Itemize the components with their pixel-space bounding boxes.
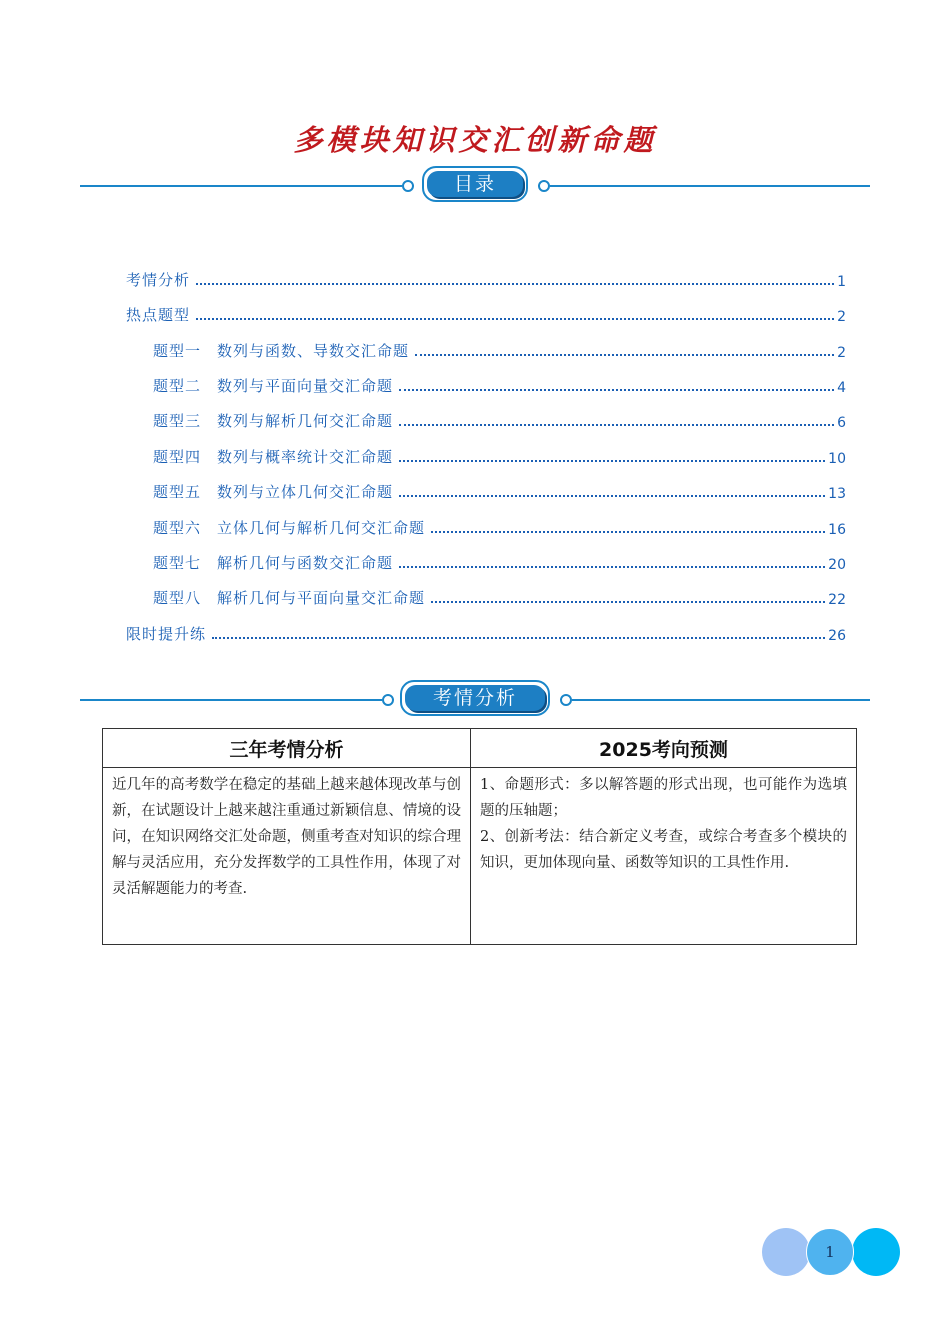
analysis-banner-label: 考情分析 — [405, 685, 545, 711]
toc-entry[interactable] — [153, 584, 846, 608]
toc-entry-label: 题型三 数列与解析几何交汇命题 — [153, 412, 394, 430]
toc-entry-page: 13 — [828, 486, 846, 502]
toc-entry-label: 热点题型 — [126, 306, 191, 324]
banner-dot-left — [382, 694, 394, 706]
toc-entry-page: 1 — [837, 274, 846, 290]
toc-entry-label: 题型八 解析几何与平面向量交汇命题 — [153, 589, 426, 607]
toc-banner-label: 目录 — [427, 171, 523, 197]
toc-entry[interactable] — [153, 514, 846, 538]
banner-dot-left — [402, 180, 414, 192]
toc-entry-page: 26 — [828, 628, 846, 644]
toc-leader — [399, 389, 834, 391]
col1-body: 近几年的高考数学在稳定的基础上越来越体现改革与创新，在试题设计上越来越注重通过新颖信息、情境的设问，在知识网络交汇处命题，侧重考查对知识的综合理解与灵活应用，充分发挥数学的工具性作用，体现了对灵活解题能力的考查. — [103, 768, 471, 945]
toc-entry-page: 16 — [828, 522, 846, 538]
banner-line-right — [550, 185, 870, 187]
banner-dot-right — [538, 180, 550, 192]
toc-entry-label: 题型七 解析几何与函数交汇命题 — [153, 554, 394, 572]
toc-entry[interactable] — [126, 301, 846, 325]
page-number: 1 — [806, 1228, 854, 1276]
toc-entry-label: 考情分析 — [126, 271, 191, 289]
analysis-table — [102, 728, 857, 945]
toc-entry[interactable] — [153, 443, 846, 467]
banner-dot-right — [560, 694, 572, 706]
col2-header: 2025考向预测 — [471, 729, 857, 768]
toc-leader — [196, 283, 834, 285]
toc-leader — [431, 531, 825, 533]
toc-entry-page: 10 — [828, 451, 846, 467]
table-header-row — [103, 729, 857, 768]
toc-entry-label: 题型一 数列与函数、导数交汇命题 — [153, 342, 410, 360]
toc-entry[interactable] — [126, 266, 846, 290]
banner-line-left — [80, 185, 402, 187]
toc-entry-page: 6 — [837, 415, 846, 431]
toc-entry[interactable] — [153, 337, 846, 361]
toc-entry-label: 题型五 数列与立体几何交汇命题 — [153, 483, 394, 501]
toc-entry[interactable] — [153, 372, 846, 396]
toc-leader — [399, 460, 825, 462]
toc-banner — [80, 166, 870, 206]
toc-leader — [415, 354, 834, 356]
toc-leader — [196, 318, 834, 320]
col1-header: 三年考情分析 — [103, 729, 471, 768]
toc-entry-page: 20 — [828, 557, 846, 573]
toc-leader — [399, 566, 825, 568]
table-body-row — [103, 768, 857, 945]
toc-entry-label: 题型四 数列与概率统计交汇命题 — [153, 448, 394, 466]
decor-circle-left — [762, 1228, 810, 1276]
toc-leader — [399, 424, 834, 426]
document-title: 多模块知识交汇创新命题 — [293, 123, 657, 157]
col2-line-1: 1、命题形式：多以解答题的形式出现，也可能作为选填题的压轴题； — [480, 777, 847, 819]
banner-line-right — [572, 699, 870, 701]
col2-line-2: 2、创新考法：结合新定义考查，或综合考查多个模块的知识，更加体现向量、函数等知识的工具性作用. — [480, 829, 847, 871]
toc-entry-label: 题型六 立体几何与解析几何交汇命题 — [153, 519, 426, 537]
banner-line-left — [80, 699, 382, 701]
analysis-banner — [80, 680, 870, 720]
toc-entry-page: 4 — [837, 380, 846, 396]
toc-entry-page: 22 — [828, 592, 846, 608]
toc-entry[interactable] — [126, 620, 846, 644]
toc-entry[interactable] — [153, 549, 846, 573]
toc-banner-pill — [422, 166, 528, 202]
page-number-badge — [762, 1228, 900, 1276]
toc-entry-label: 题型二 数列与平面向量交汇命题 — [153, 377, 394, 395]
toc-entry-label: 限时提升练 — [126, 625, 207, 643]
toc-entry[interactable] — [153, 407, 846, 431]
toc-entry[interactable] — [153, 478, 846, 502]
toc-leader — [212, 637, 825, 639]
decor-circle-right — [852, 1228, 900, 1276]
toc-entry-page: 2 — [837, 309, 846, 325]
col2-body — [471, 768, 857, 945]
toc-entry-page: 2 — [837, 345, 846, 361]
toc-leader — [431, 601, 825, 603]
toc-leader — [399, 495, 825, 497]
analysis-banner-pill — [400, 680, 550, 716]
